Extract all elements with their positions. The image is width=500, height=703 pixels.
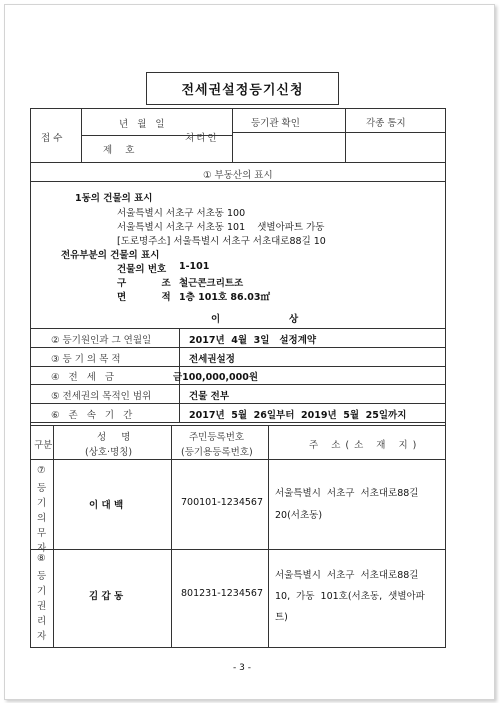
row-value: 2017년 4월 3일 설정계약 [189,335,317,346]
address-line: 서울특별시 서초구 서초동 101 샛별아파트 가동 [117,222,325,233]
unit-value: 1-101 [179,261,210,272]
form-sheet: 접 수 년 월 일 제 호 처리인 등기관 확인 각종 통지 ① 부동산의 표시 1동의 건물의 표시 서울특별시 서초구 서초동 100 서울특별시 서초구 서초동 101 샛별아파트 가동 [도로명주소] 서울특별시 서초구 서초대로88길 10 전유부분의 건물의 표시 건물의 번호 1-101 구 조 철근콘크리트조 면 적 1층 101호 86.03㎡ 이 상 ② 등기원인과 그 연월일 2017년 4월 3일 설정계약 ③ 등 기 의 목 적 전세권설정 ④ 전 세 금 금100,000,000원 ⑤ 전세권의 목적인 범위 건물 전부 ⑥ 존 속 기 간 2017년 5월 26일부터 2019년 5월 25일까지 구분 성 명 (상호·명칭) 주민등록번호 (등기용등록번호) 주 소(소 재 지) ⑦ 등 기 의 무 자 이 대 백 700101-1234567 서울특별시 서초구 서초대로88길 20(서초동) ⑧ 등 기 권 리 자 김 갑 동 801231-1234567 서울특별시 서초구 서초대로88길 10, 가동 101호(서초동, 샛별아파 트) [30,108,446,648]
col-type-header: 구분 [34,440,53,451]
obligor-address-line: 서울특별시 서초구 서초대로88길 [275,488,419,499]
col-name-header: 성 명 [97,432,137,443]
unit-value: 철근콘크리트조 [179,278,244,289]
col-name-sub: (상호·명칭) [85,447,133,458]
address-line: 서울특별시 서초구 서초동 100 [117,208,246,219]
section1-header: ① 부동산의 표시 [203,170,273,181]
rightholder-id: 801231-1234567 [181,588,264,599]
rightholder-address-line: 트) [275,612,288,623]
unit-label: 구 조 [117,278,187,289]
road-address-line: [도로명주소] 서울특별시 서초구 서초대로88길 10 [117,236,326,247]
unit-value: 1층 101호 86.03㎡ [179,292,270,303]
rightholder-address-line: 서울특별시 서초구 서초대로88길 [275,570,419,581]
row-value: 금100,000,000원 [173,372,259,383]
row-value: 전세권설정 [189,354,235,365]
unit-label: 면 적 [117,292,187,303]
row-label: ③ 등 기 의 목 적 [51,354,121,365]
rightholder-address-line: 10, 가동 101호(서초동, 샛별아파 [275,591,425,602]
row-label: ⑤ 전세권의 목적인 범위 [51,391,152,402]
building-title: 1동의 건물의 표시 [75,193,153,204]
unit-label: 건물의 번호 [117,264,167,275]
col-address-header: 주 소(소 재 지) [309,440,422,451]
obligor-name: 이 대 백 [89,500,124,511]
row-value: 2017년 5월 26일부터 2019년 5월 25일까지 [189,410,407,421]
end-mark-left: 이 [211,314,221,325]
document-title: 전세권설정등기신청 [146,72,339,105]
reception-number-label: 제 호 [103,145,140,156]
row-label: ⑥ 존 속 기 간 [51,410,136,421]
obligor-id: 700101-1234567 [181,497,264,508]
col-id-header: 주민등록번호 [189,432,245,443]
rightholder-name: 김 갑 동 [89,591,124,602]
row-value: 건물 전부 [189,391,230,402]
page-number: - 3 - [233,663,251,673]
col-id-sub: (등기용등록번호) [181,447,253,458]
row-label: ④ 전 세 금 [51,372,118,383]
registrar-check-label: 등기관 확인 [251,118,300,129]
row-label: ② 등기원인과 그 연월일 [51,335,152,346]
end-mark-right: 상 [289,314,299,325]
notice-label: 각종 통지 [366,118,406,129]
reception-date-label: 년 월 일 [119,119,168,130]
processor-label: 처리인 [185,133,219,144]
obligor-address-line: 20(서초동) [275,510,323,521]
exclusive-title: 전유부분의 건물의 표시 [61,250,160,261]
reception-label: 접 수 [41,133,63,144]
